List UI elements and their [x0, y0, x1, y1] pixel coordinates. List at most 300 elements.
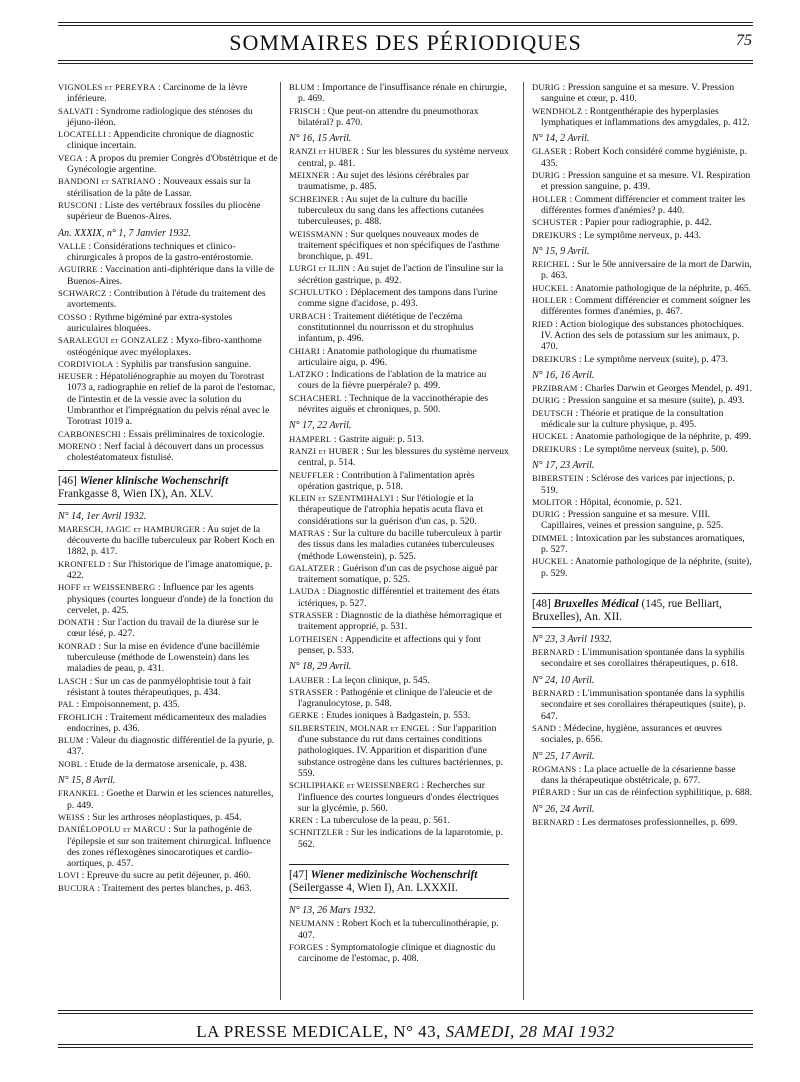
article-title: : Comment différencier et comment traiter les différentes formes d'anémies? p. 440. [541, 193, 746, 216]
author-name: RUSCONI [58, 199, 98, 210]
article-entry [58, 883, 278, 894]
author-name: REICHEL [532, 259, 570, 270]
author-name: KREN [289, 815, 314, 826]
article-entry [532, 688, 752, 722]
author-name: HUCKEL [532, 282, 569, 293]
author-name: DURIG [532, 509, 561, 520]
author-name: BANDONI et SATRIANO [58, 176, 156, 187]
article-entry [532, 509, 752, 532]
article-entry [58, 641, 278, 675]
entry-list [289, 146, 509, 415]
article-title: : Sur l'apparition d'une substance du rut dans certaines conditions pathologiques. IV. Apparition et disparition d'une substance ostrogène dans les cultures bactériennes, p. 559. [298, 722, 504, 779]
article-title: : Nouveaux essais sur la stérilisation de la pâte de Lassar. [67, 176, 251, 199]
author-name: GERKE [289, 710, 319, 721]
article-title: : Sur l'étiologie et la thérapeutique de l'atrophia hepatis acuta flava et considérations sur la guérison d'un cas, p. 520. [298, 493, 483, 527]
author-name: MARESCH, JAGIC et HAMBURGER [58, 523, 201, 534]
article-title: : Syndrome radiologique des sténoses du jéjuno-iléon. [67, 105, 253, 128]
article-entry [289, 170, 509, 193]
author-name: DURIG [532, 170, 561, 181]
article-entry [289, 610, 509, 633]
article-entry [58, 735, 278, 758]
article-title: : Gastrite aiguë: p. 513. [333, 433, 424, 445]
article-entry [58, 129, 278, 152]
article-entry [289, 263, 509, 286]
issue-heading: N° 24, 10 Avril. [532, 674, 595, 686]
article-entry [289, 346, 509, 369]
author-name: FRISCH [289, 105, 321, 116]
issue-heading: N° 15, 8 Avril. [58, 775, 116, 787]
article-title: : Le symptôme nerveux, p. 443. [578, 229, 702, 241]
journal-heading-48: [48] Bruxelles Médical (145, rue Belliart, Bruxelles), An. XII. [532, 597, 722, 623]
author-name: HAMPERL [289, 433, 332, 444]
entry-list [532, 146, 752, 240]
article-title: : Théorie et pratique de la consultation médicale sur la culture physique, p. 495. [541, 407, 724, 431]
article-title: : Appendicite chronique de diagnostic clinique incertain. [67, 129, 254, 152]
column-3 [532, 82, 752, 829]
author-name: MOLITOR [532, 496, 573, 507]
article-title: : Etudes ioniques à Badgastein, p. 553. [321, 710, 471, 722]
article-title: : Papier pour radiographie, p. 442. [579, 217, 712, 229]
article-title: : Hépatoliénographie au moyen du Torotrast 1073 a, radiographie en relief de la paroi de l'estomac, de l'intestin et de la vessie avec la solution du Umbranthor et l'imprégnation du pelvis rénal avec le Torotrast 1019 a. [67, 371, 276, 428]
author-name: SCHACHERL [289, 392, 342, 403]
journal-heading-46: [46] Wiener klinische Wochenschrift Frankgasse 8, Wien IX), An. XLV. [58, 474, 229, 500]
entry-list [58, 524, 278, 770]
entry-list [532, 259, 752, 365]
author-name: AGUIRRE [58, 264, 98, 275]
article-title: : Pathogénie et clinique de l'aleucie et de l'agranulocytose, p. 548. [298, 686, 493, 710]
article-title: : Sclérose des varices par injections, p. 519. [541, 473, 735, 496]
article-title: : Essais préliminaires de toxicologie. [123, 428, 265, 440]
author-name: DEUTSCH [532, 407, 574, 418]
article-title: : Importance de l'insuffisance rénale en chirurgie, p. 469. [298, 82, 507, 105]
article-title: : Au sujet de l'action de l'insuline sur la sécrétion gastrique, p. 492. [298, 263, 504, 286]
entry-list [58, 241, 278, 464]
author-name: VALLE [58, 240, 87, 251]
author-name: DANIÉLOPOLU et MARCU [58, 824, 166, 835]
author-name: BERNARD [532, 647, 575, 658]
author-name: LATZKO [289, 369, 324, 380]
article-entry [58, 441, 278, 464]
article-title: : Le symptôme nerveux (suite), p. 473. [578, 353, 728, 365]
journal-address: (Seilergasse 4, Wien I), An. LXXXII. [289, 882, 458, 894]
entry-list [532, 473, 752, 579]
article-title: : Au sujet des lésions cérébrales par traumatisme, p. 485. [298, 170, 469, 193]
article-entry [289, 194, 509, 228]
article-entry [58, 359, 278, 370]
article-title: : Le symptôme nerveux (suite), p. 500. [578, 443, 728, 455]
article-title: : Pression sanguine et sa mesure. VIII. Capillaires, veines et pression sanguine, p. 525. [541, 509, 724, 532]
article-title: : Sur les blessures du système nerveux central, p. 514. [298, 445, 509, 469]
article-title: : Empoisonnement, p. 435. [76, 699, 180, 711]
article-entry [532, 533, 752, 556]
author-name: BERNARD [532, 688, 575, 699]
article-title: : Intoxication par les substances aromatiques, p. 527. [541, 532, 745, 555]
column-1 [58, 82, 278, 895]
article-title: : Nerf facial à découvert dans un processus cholestéatomateux fistulisé. [67, 440, 264, 464]
author-name: SAND [532, 722, 557, 733]
entry-list [289, 918, 509, 964]
article-entry [58, 559, 278, 582]
column-divider-1 [280, 82, 281, 1000]
article-title: : L'immunisation spontanée dans la syphilis secondaire et ses corollaires thérapeutiques, p. 618. [541, 647, 745, 670]
article-title: : Anatomie pathologique de la néphrite, p. 499. [570, 431, 752, 443]
footer-rule-bottom [58, 1044, 753, 1045]
article-title: : Guérison d'un cas de psychose aiguë par traitement somatique, p. 525. [298, 562, 498, 586]
article-title: : Valeur du diagnostic différentiel de la pyurie, p. 437. [67, 735, 275, 758]
article-entry [58, 676, 278, 699]
author-name: MORENO [58, 440, 97, 451]
author-name: GLASER [532, 146, 567, 157]
article-entry [532, 497, 752, 508]
article-title: : La leçon clinique, p. 545. [326, 674, 430, 686]
article-title: : Considérations techniques et clinico-chirurgicales à propos de la gastro-entérostomie. [67, 240, 254, 264]
journal-rule [532, 593, 752, 594]
author-name: FROHLICH [58, 711, 103, 722]
header-rule-top-2 [58, 25, 753, 26]
article-entry [289, 675, 509, 686]
article-title: : Que peut-on attendre du pneumothorax bilatéral? p. 470. [298, 105, 479, 128]
article-title: : A propos du premier Congrès d'Obstétrique et de Gynécologie argentine. [67, 152, 278, 176]
journal-rule [289, 864, 509, 865]
article-title: : Diagnostic de la diathèse hémorragique et traitement approprié, p. 531. [298, 610, 502, 633]
footer-rule-top-2 [58, 1013, 753, 1014]
article-title: : Sur l'historique de l'image anatomique, p. 422. [67, 558, 273, 581]
article-entry [58, 371, 278, 427]
issue-heading: An. XXXIX, n° 1, 7 Janvier 1932. [58, 227, 191, 239]
author-name: STRASSER [289, 686, 334, 697]
article-title: : Pression sanguine et sa mesure. VI. Respiration et pression sanguine, p. 439. [541, 170, 751, 193]
author-name: CORDIVIOLA [58, 358, 114, 369]
article-entry [58, 335, 278, 358]
article-entry [289, 146, 509, 169]
author-name: SILBERSTEIN, MOLNAR et ENGEL [289, 722, 430, 733]
author-name: SCHREINER [289, 193, 339, 204]
article-entry [58, 429, 278, 440]
article-entry [58, 312, 278, 335]
article-title: : Etude de la dermatose arsenicale, p. 438. [84, 758, 247, 770]
journal-rule [289, 898, 509, 899]
author-name: LAUDA [289, 586, 321, 597]
author-name: LOCATELLI [58, 129, 107, 140]
article-entry [289, 827, 509, 850]
entry-list [532, 688, 752, 745]
article-title: : Contribution à l'étude du traitement des avortements. [67, 288, 266, 311]
entry-list [532, 647, 752, 670]
article-entry [289, 528, 509, 562]
author-name: WEISS [58, 811, 85, 822]
article-entry [532, 319, 752, 353]
article-entry [289, 918, 509, 941]
issue-heading: N° 25, 17 Avril. [532, 750, 595, 762]
issue-heading: N° 17, 22 Avril. [289, 420, 352, 432]
article-title: : Au sujet de la découverte du bacille tuberculeux par Robert Koch en 1882, p. 417. [67, 523, 275, 558]
article-entry [289, 815, 509, 826]
article-entry [58, 870, 278, 881]
author-name: NOBL [58, 758, 83, 769]
author-name: MATRAS [289, 527, 326, 538]
article-title: : Anatomie pathologique du rhumatisme articulaire aigu, p. 496. [298, 345, 477, 368]
author-name: BIBERSTEIN [532, 473, 584, 484]
article-title: : Technique de la vaccinothérapie des névrites aiguës et chroniques, p. 500. [298, 392, 489, 416]
article-entry [532, 82, 752, 105]
entry-list [289, 82, 509, 128]
author-name: CARBONESCHI [58, 428, 121, 439]
author-name: KONRAD [58, 640, 96, 651]
article-entry [58, 241, 278, 264]
journal-rule [58, 504, 278, 505]
article-entry [289, 634, 509, 657]
entry-list [532, 383, 752, 455]
author-name: SALVATI [58, 105, 94, 116]
journal-rule [532, 627, 752, 628]
article-title: : Comment différencier et comment soigner les différentes formes d'anémies, p. 467. [541, 295, 751, 318]
article-title: : Charles Darwin et Georges Mendel, p. 491. [579, 383, 752, 395]
header-rule-bottom [58, 60, 753, 61]
article-entry [532, 146, 752, 169]
author-name: SCHULUTKO [289, 287, 343, 298]
article-entry [58, 699, 278, 710]
article-entry [532, 354, 752, 365]
issue-heading: N° 23, 3 Avril 1932. [532, 633, 612, 645]
article-title: : Syphilis par transfusion sanguine. [115, 358, 251, 370]
article-entry [289, 311, 509, 345]
author-name: VEGA [58, 152, 83, 163]
article-title: : Sur la culture du bacille tuberculeux à partir des tissus dans les maladies cutanées tuberculeuses (méthode Lowenstein), p. 525. [298, 527, 502, 562]
footer-rule-top [58, 1010, 753, 1011]
author-name: NEUFFLER [289, 469, 335, 480]
article-entry [58, 153, 278, 176]
author-name: URBACH [289, 310, 327, 321]
journal-rule [58, 470, 278, 471]
article-entry [58, 106, 278, 129]
article-title: : Sur la mise en évidence d'une bacillémie tuberculeuse (méthode de Lowenstein) dans les maladies de peau, p. 431. [67, 640, 260, 675]
article-entry [532, 787, 752, 798]
author-name: BERNARD [532, 817, 575, 828]
article-entry [289, 780, 509, 814]
author-name: HEUSER [58, 371, 93, 382]
article-entry [532, 395, 752, 406]
author-name: SCHUSTER [532, 217, 578, 228]
article-title: : Pression sanguine et sa mesure (suite), p. 493. [562, 395, 745, 407]
article-entry [58, 812, 278, 823]
article-entry [289, 434, 509, 445]
article-title: : Les dermatoses professionnelles, p. 699. [576, 817, 738, 829]
article-title: : Médecine, hygiène, assurances et œuvres sociales, p. 656. [541, 722, 722, 746]
article-title: : Anatomie pathologique de la néphrite, (suite), p. 529. [541, 556, 752, 579]
article-entry [289, 563, 509, 586]
author-name: SARALEGUI et GONZALEZ [58, 335, 169, 346]
article-title: : Sur la pathogénie de l'épilepsie et sur son traitement chirurgical. Influence des zones réflexogènes sinocarotiques et cardio-aortiques, p. 457. [67, 824, 271, 870]
column-2 [289, 82, 509, 965]
entry-list [532, 817, 752, 828]
article-title: : Pression sanguine et sa mesure. V. Pression sanguine et cœur, p. 410. [541, 82, 735, 105]
article-title: : La tuberculose de la peau, p. 561. [315, 815, 450, 827]
author-name: COSSO [58, 311, 87, 322]
author-name: FRANKEL [58, 788, 100, 799]
article-title: : Déplacement des tampons dans l'urine comme signe d'acidose, p. 493. [298, 287, 498, 310]
article-entry [532, 230, 752, 241]
article-entry [532, 383, 752, 394]
article-entry [532, 217, 752, 228]
article-entry [532, 647, 752, 670]
author-name: FORGES [289, 941, 324, 952]
article-title: : Carcinome de la lèvre inférieure. [67, 82, 248, 105]
article-title: : Sur l'action du travail de la diurèse sur le cœur lésé, p. 427. [67, 617, 259, 640]
article-entry [289, 942, 509, 965]
article-entry [289, 493, 509, 527]
article-title: : Hôpital, économie, p. 521. [574, 496, 682, 508]
author-name: SCHNITZLER [289, 827, 344, 838]
article-title: : Au sujet de la culture du bacille tuberculeux du sang dans les affections cutanées tuberculeuses, p. 488. [298, 193, 484, 228]
article-title: : Symptomatologie clinique et diagnostic du carcinome de l'estomac, p. 408. [298, 941, 496, 965]
article-entry [58, 264, 278, 287]
author-name: WENDHOLZ [532, 105, 583, 116]
author-name: RANZI et HUBER [289, 146, 359, 157]
article-entry [532, 444, 752, 455]
author-name: RIED [532, 318, 553, 329]
entry-list [58, 82, 278, 223]
article-title: : Sur les blessures du système nerveux central, p. 481. [298, 146, 509, 169]
entry-list [58, 788, 278, 894]
article-title: : L'immunisation spontanée dans la syphilis secondaire et ses corollaires thérapeutiques (suite), p. 647. [541, 688, 746, 722]
entry-list [532, 764, 752, 799]
issue-heading: N° 14, 2 Avril. [532, 133, 590, 145]
author-name: GALATZER [289, 562, 335, 573]
author-name: LOTHEISEN [289, 633, 339, 644]
article-entry [289, 82, 509, 105]
article-title: : Myxo-fibro-xanthome ostéogénique avec myéloplaxes. [67, 335, 262, 358]
author-name: CHIARI [289, 345, 320, 356]
footer-rule-bottom-2 [58, 1047, 753, 1048]
issue-heading: N° 14, 1er Avril 1932. [58, 510, 147, 522]
author-name: RANZI et HUBER [289, 445, 359, 456]
article-entry [58, 582, 278, 616]
author-name: NEUMANN [289, 918, 335, 929]
entry-list [289, 675, 509, 850]
author-name: PIÉRARD [532, 787, 571, 798]
author-name: BLUM [289, 82, 315, 92]
article-title: : Robert Koch et la tuberculinothérapie, p. 407. [298, 918, 499, 941]
article-entry [58, 82, 278, 105]
author-name: KRONFELD [58, 558, 106, 569]
article-title: : Indications de l'ablation de la matrice au cours de la fièvre puerpérale? p. 499. [298, 369, 487, 392]
article-entry [532, 556, 752, 579]
author-name: HOFF et WEISSENBERG [58, 582, 156, 593]
article-title: : Recherches sur l'influence des courtes longueurs d'ondes électriques sur la glycémie, p. 560. [298, 780, 499, 814]
issue-heading: N° 15, 9 Avril. [532, 245, 590, 257]
issue-heading: N° 13, 26 Mars 1932. [289, 905, 376, 916]
author-name: DIMMEL [532, 532, 569, 543]
author-name: WEISSMANN [289, 228, 343, 239]
article-entry [289, 723, 509, 779]
article-entry [532, 723, 752, 746]
article-entry [532, 473, 752, 496]
author-name: BUCURA [58, 882, 96, 893]
article-entry [289, 586, 509, 609]
author-name: SCHLIPHAKE et WEISSENBERG [289, 780, 420, 791]
article-entry [289, 710, 509, 721]
article-title: : Sur le 50e anniversaire de la mort de Darwin, p. 463. [541, 259, 752, 282]
entry-list [289, 434, 509, 657]
article-title: : Rythme bigéminé par extra-systoles auriculaires bloquées. [67, 311, 233, 334]
article-entry [58, 759, 278, 770]
author-name: DONATH [58, 617, 95, 628]
article-title: : Traitement diététique de l'eczéma constitutionnel du nourrisson et du strophulus infantum, p. 496. [298, 310, 474, 345]
article-entry [289, 287, 509, 310]
article-title: : Robert Koch considéré comme hygiéniste, p. 435. [541, 146, 748, 169]
article-title: : Goethe et Darwin et les sciences naturelles, p. 449. [67, 788, 274, 811]
issue-heading: N° 16, 15 Avril. [289, 133, 352, 145]
author-name: DREIKURS [532, 443, 577, 454]
article-entry [58, 200, 278, 223]
article-entry [58, 288, 278, 311]
article-title: : Contribution à l'alimentation après opération gastrique, p. 518. [298, 469, 475, 492]
article-title: : Sur un cas de réinfection syphilitique, p. 688. [572, 787, 752, 799]
author-name: LURGI et ILJIN [289, 263, 351, 274]
article-title: : Appendicite et affections qui y font penser, p. 533. [298, 633, 481, 656]
article-title: : Influence par les agents physiques (courtes longueur d'onde) de la fonction du cervelet, p. 425. [67, 582, 274, 616]
article-title: : Action biologique des substances photochiques. IV. Action des sels de potassium sur les animaux, p. 470. [541, 318, 744, 353]
article-title: : Sur quelques nouveaux modes de traitement spécifiques et non spécifiques de l'asthme bronchique, p. 491. [298, 228, 500, 263]
article-entry [532, 194, 752, 217]
article-title: : Rontgenthérapie des hyperplasies lymphatiques et inflammations des amygdales, p. 412. [541, 105, 750, 128]
author-name: KLEIN et SZENTMIHALYI [289, 493, 394, 504]
author-name: LAUBER [289, 674, 325, 685]
author-name: DREIKURS [532, 229, 577, 240]
journal-address: Frankgasse 8, Wien IX), An. XLV. [58, 487, 214, 500]
article-entry [289, 106, 509, 129]
journal-address: (145, rue Belliart, Bruxelles), An. XII. [532, 597, 722, 623]
article-entry [58, 824, 278, 869]
author-name: MEIXNER [289, 170, 330, 181]
page-footer: LA PRESSE MEDICALE, N° 43, SAMEDI, 28 MAI 1932 [196, 1022, 615, 1041]
article-entry [58, 788, 278, 811]
article-entry [289, 446, 509, 469]
article-title: : La place actuelle de la césarienne basse dans la thérapeutique obstétricale, p. 677. [541, 763, 736, 787]
header-rule-top [58, 22, 753, 23]
article-title: : Diagnostic différentiel et traitement des états ictériques, p. 527. [298, 586, 500, 609]
issue-heading: N° 26, 24 Avril. [532, 803, 595, 815]
author-name: ROGMANS [532, 763, 577, 774]
column-divider-2 [523, 82, 524, 1000]
author-name: LASCH [58, 675, 88, 686]
author-name: DREIKURS [532, 353, 577, 364]
article-title: : Sur un cas de panmyélophtisie tout à fait résistant à toutes thérapeutiques, p. 434. [67, 675, 252, 698]
author-name: HUCKEL [532, 431, 569, 442]
journal-heading-47: [47] Wiener medizinische Wochenschrift (Seilergasse 4, Wien I), An. LXXXII. [289, 869, 478, 894]
article-entry [532, 283, 752, 294]
article-entry [532, 259, 752, 282]
author-name: VIGNOLES et PEREYRA [58, 82, 156, 92]
issue-heading: N° 17, 23 Avril. [532, 459, 595, 471]
header-rule-bottom-2 [58, 63, 753, 64]
issue-heading: N° 16, 16 Avril. [532, 369, 595, 381]
author-name: BLUM [58, 735, 84, 746]
issue-heading: N° 18, 29 Avril. [289, 661, 352, 673]
article-entry [58, 176, 278, 199]
article-title: : Anatomie pathologique de la néphrite, p. 465. [570, 282, 752, 294]
author-name: HOLLER [532, 295, 568, 306]
article-entry [532, 817, 752, 828]
article-entry [532, 408, 752, 431]
article-entry [289, 229, 509, 263]
article-title: : Sur les arthroses néoplastiques, p. 454. [87, 811, 242, 823]
page-title: SOMMAIRES DES PÉRIODIQUES [229, 30, 582, 55]
article-entry [58, 712, 278, 735]
author-name: PRZIBRAM [532, 383, 578, 394]
article-entry [58, 617, 278, 640]
author-name: HOLLER [532, 193, 568, 204]
